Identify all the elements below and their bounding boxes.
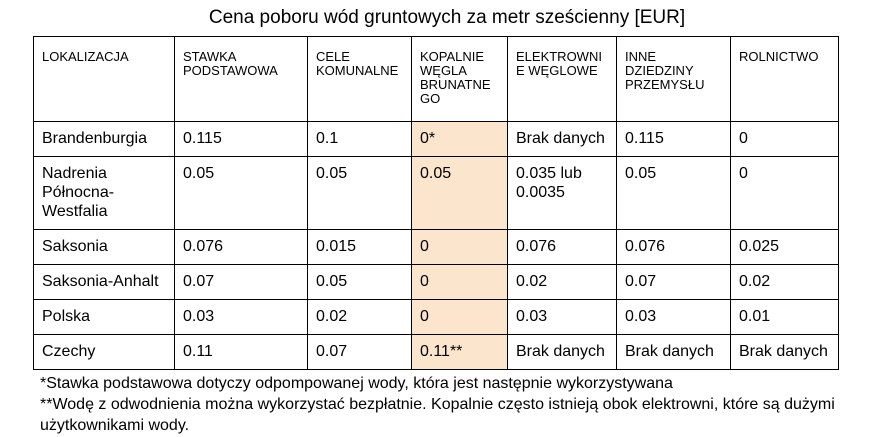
table-cell: 0.076 [175,230,308,265]
footnote-1: *Stawka podstawowa dotyczy odpompowanej wody, która jest następnie wykorzystywana [40,375,673,392]
table-cell: 0.07 [175,265,308,300]
table-header [34,37,839,122]
table-cell: 0.11 [175,335,308,370]
row-label-cell: Polska [34,300,175,335]
table-cell: 0.05 [175,157,308,230]
row-label-cell: Czechy [34,335,175,370]
price-table [33,36,839,370]
table-cell: 0.01 [731,300,839,335]
table-cell: 0.07 [308,335,412,370]
row-label-cell: Saksonia [34,230,175,265]
footnote-2: **Wodę z odwodnienia można wykorzystać bezpłatnie. Kopalnie często istnieją obok elektrowni, które są dużymi użytkownikami wody. [40,396,835,434]
column-header: ROLNICTWO [731,37,839,122]
table-row [34,122,839,157]
table-cell: 0.1 [308,122,412,157]
row-label-cell: Nadrenia Północna-Westfalia [34,157,175,230]
table-cell: 0.015 [308,230,412,265]
column-header: KOPALNIE WĘGLA BRUNATNEGO [412,37,508,122]
table-cell: 0.076 [508,230,617,265]
table-cell: 0.05 [308,157,412,230]
table-cell: 0.05 [412,157,508,230]
table-row [34,265,839,300]
table-cell: 0.05 [617,157,731,230]
table-cell: 0.02 [731,265,839,300]
column-header: LOKALIZACJA [34,37,175,122]
table-cell: 0 [731,122,839,157]
table-row [34,230,839,265]
table-cell: 0.07 [617,265,731,300]
column-header: INNE DZIEDZINY PRZEMYSŁU [617,37,731,122]
table-cell: 0* [412,122,508,157]
table-cell: 0.03 [508,300,617,335]
table-cell: 0.05 [308,265,412,300]
column-header: CELE KOMUNALNE [308,37,412,122]
table-cell: Brak danych [508,335,617,370]
table-cell: 0.115 [175,122,308,157]
table-body [34,122,839,370]
column-header: STAWKA PODSTAWOWA [175,37,308,122]
table-cell: 0.02 [308,300,412,335]
footnotes [40,373,855,436]
table-cell: 0 [412,300,508,335]
table-row [34,335,839,370]
table-row [34,157,839,230]
table-title: Cena poboru wód gruntowych za metr sześcienny [EUR] [208,7,686,28]
table-row [34,300,839,335]
column-header: ELEKTROWNIE WĘGLOWE [508,37,617,122]
row-label-cell: Saksonia-Anhalt [34,265,175,300]
table-cell: 0 [412,230,508,265]
table-cell: Brak danych [508,122,617,157]
table-cell: Brak danych [731,335,839,370]
header-row [34,37,839,122]
table-cell: 0.076 [617,230,731,265]
table-cell: 0.025 [731,230,839,265]
table-cell: 0.03 [617,300,731,335]
table-cell: 0.03 [175,300,308,335]
table-cell: 0.035 lub 0.0035 [508,157,617,230]
table-cell: 0.115 [617,122,731,157]
table-cell: 0.11** [412,335,508,370]
table-cell: 0 [731,157,839,230]
row-label-cell: Brandenburgia [34,122,175,157]
table-cell: Brak danych [617,335,731,370]
table-cell: 0.02 [508,265,617,300]
table-cell: 0 [412,265,508,300]
